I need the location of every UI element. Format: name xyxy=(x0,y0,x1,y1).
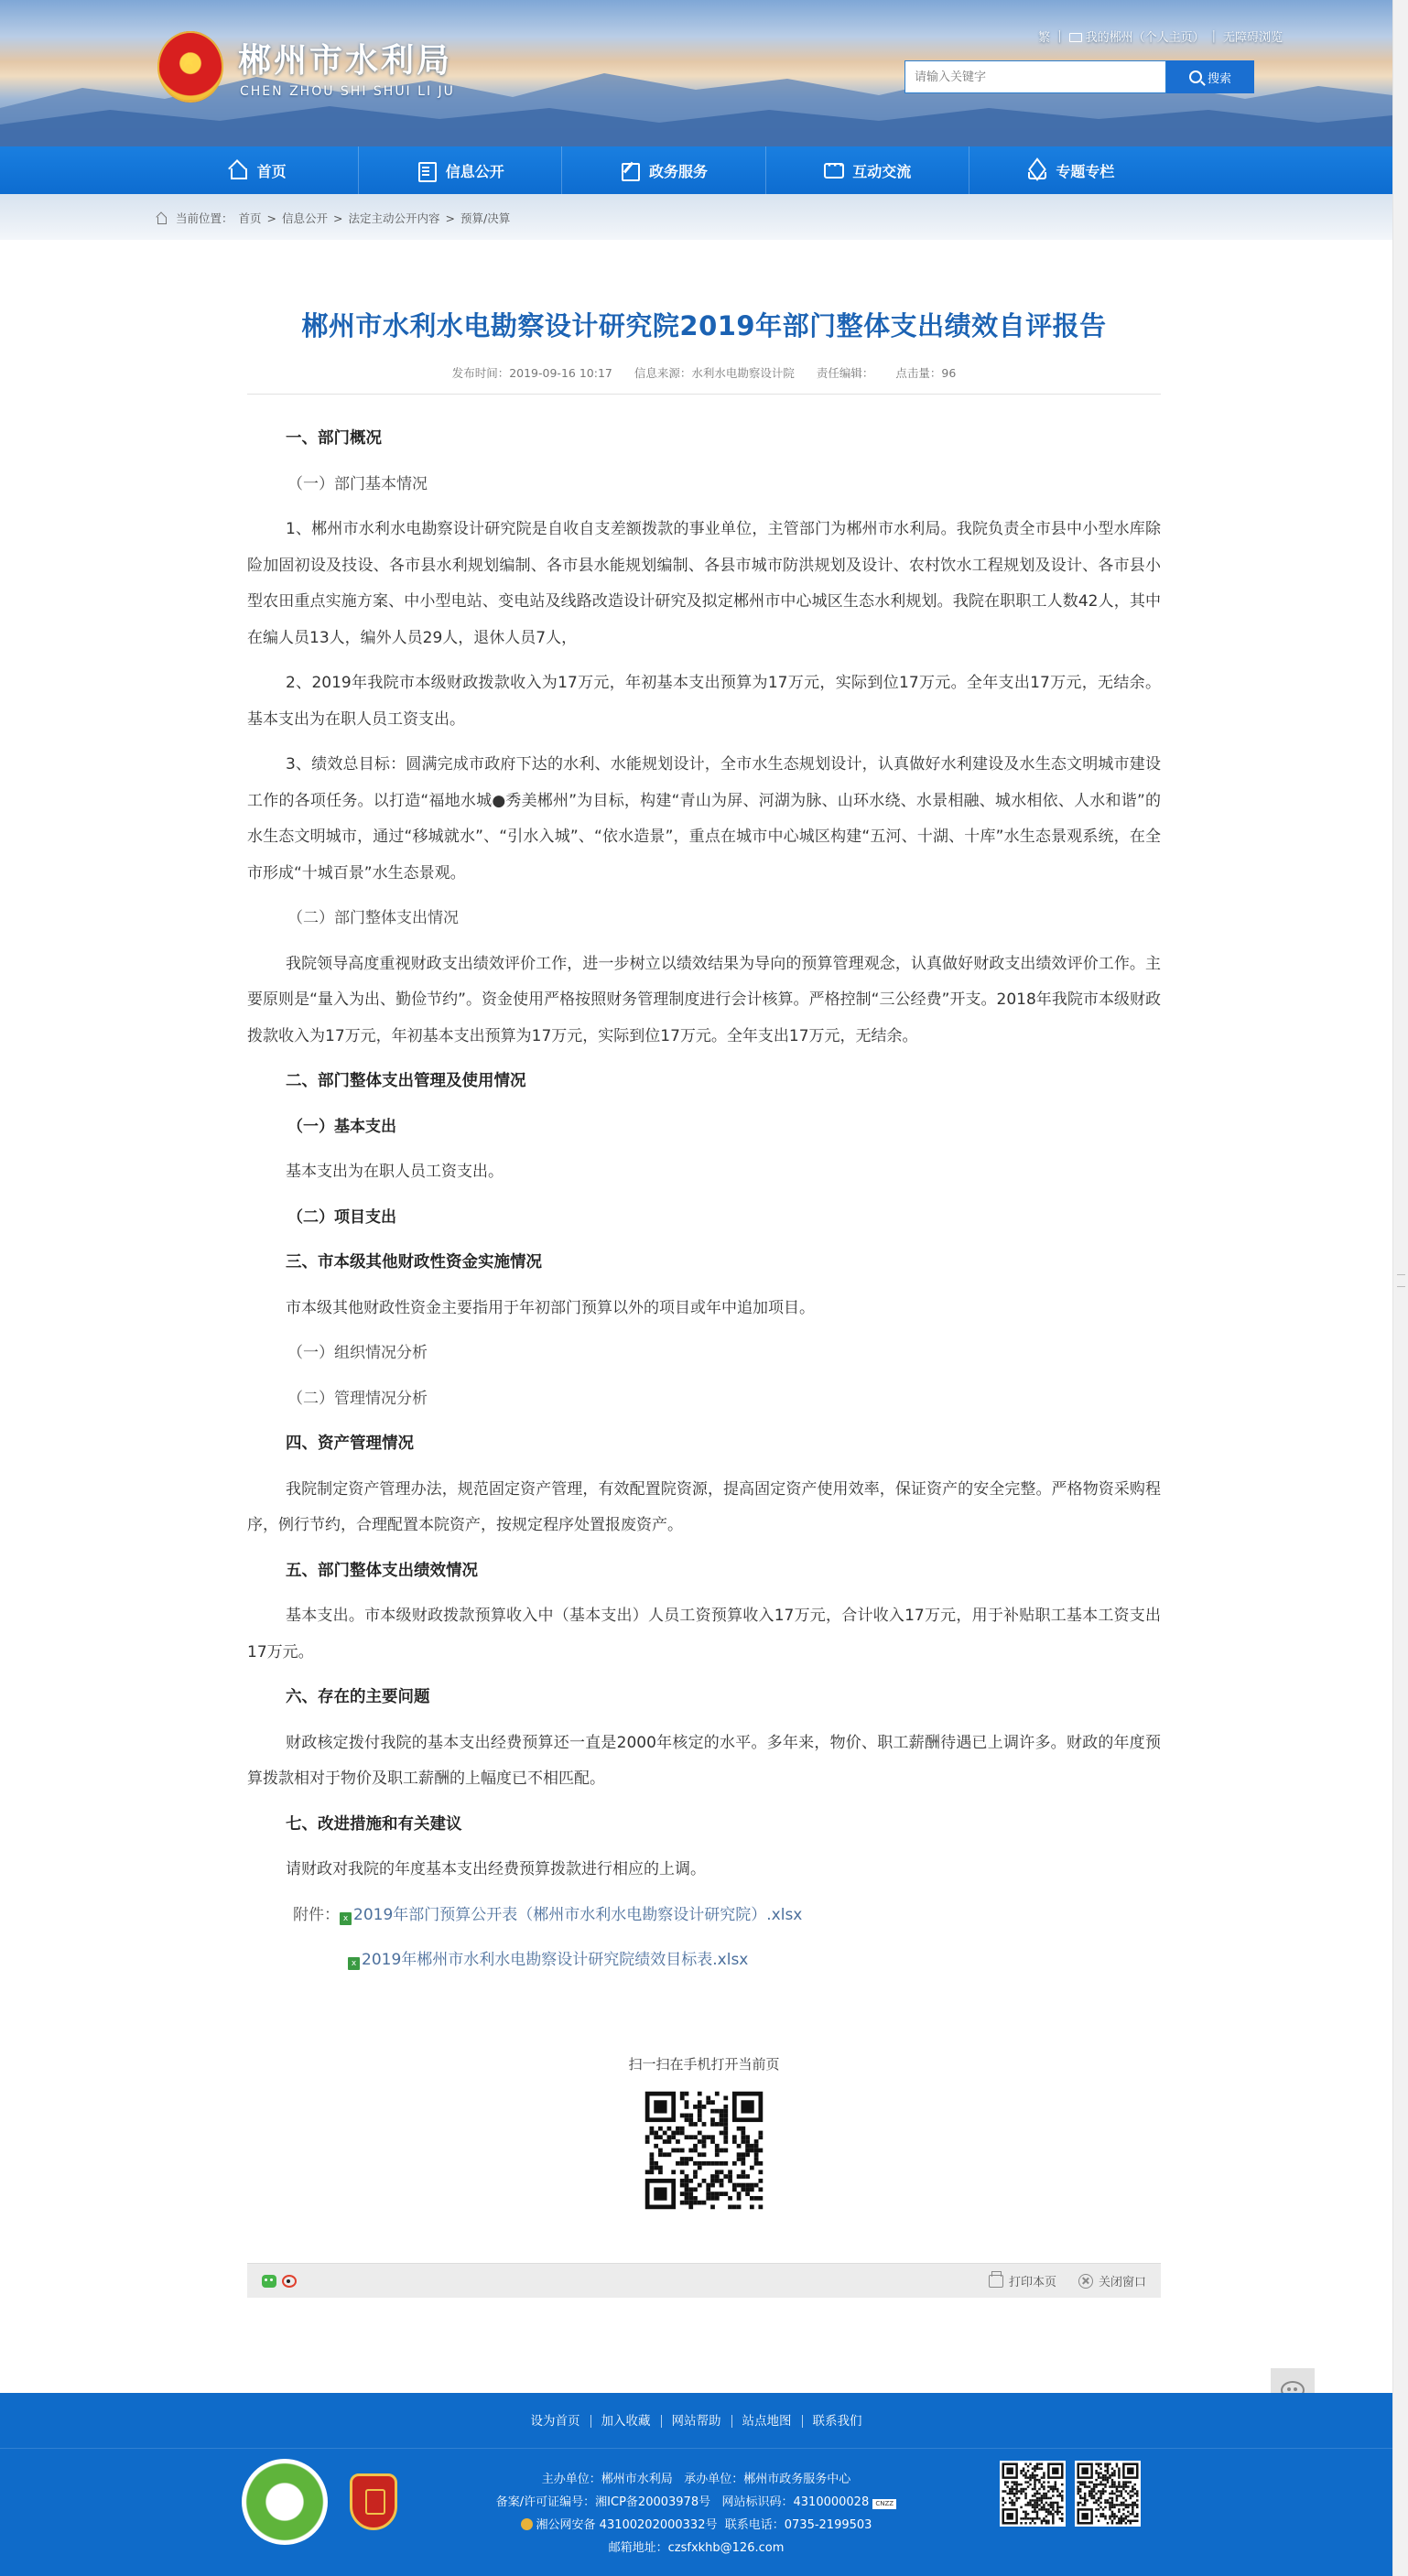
nav-item-special-topics[interactable] xyxy=(969,146,1172,194)
paragraph: 基本支出为在职人员工资支出。 xyxy=(286,1163,504,1181)
organizer-text: 承办单位：郴州市政务服务中心 xyxy=(684,2473,851,2486)
tool-links xyxy=(989,2272,1146,2289)
article-meta xyxy=(247,364,1161,381)
breadcrumb-separator: > xyxy=(266,211,277,225)
section-heading: 三、市本级其他财政性资金实施情况 xyxy=(286,1253,542,1272)
paragraph: 2、2019年我院市本级财政拨款收入为17万元，年初基本支出预算为17万元，实际到位17万元。全年支出17万元，无结余。基本支出为在职人员工资支出。 xyxy=(247,674,1161,729)
attachment-row xyxy=(247,1943,1161,1979)
section-heading: 五、部门整体支出绩效情况 xyxy=(286,1561,478,1580)
home-icon xyxy=(156,213,167,223)
email-text: 邮箱地址：czsfxkhb@126.com xyxy=(608,2541,785,2555)
article-title: 郴州市水利水电勘察设计研究院2019年部门整体支出绩效自评报告 xyxy=(301,310,1107,341)
site-code: 网站标识码：4310000028 xyxy=(721,2495,870,2509)
sponsor-text: 主办单位：郴州市水利局 xyxy=(541,2473,673,2486)
search-button[interactable] xyxy=(1166,60,1254,93)
edit-icon xyxy=(620,161,640,179)
nav-item-interaction[interactable] xyxy=(766,146,969,194)
paragraph: 1、郴州市水利水电勘察设计研究院是自收自支差额拨款的事业单位，主管部门为郴州市水利局。我院负责全市县中小型水库除险加固初设及技设、各市县水利规划编制、各市县水能规划编制、各县市城市防洪规划及设计、农村饮水工程规划及设计、各市县小型农田重点实施方案、中小型电站、变电站及线路改造设计研究及拟定郴州市中心城区生态水利规划。我院在职职工人数42人，其中在编人员13人，编外人员29人，退休人员7人， xyxy=(247,520,1161,647)
paragraph: 市本级其他财政性资金主要指用于年初部门预算以外的项目或年中追加项目。 xyxy=(286,1298,815,1317)
paragraph: 基本支出。市本级财政拨款预算收入中（基本支出）人员工资预算收入17万元，合计收入17万元，用于补贴职工基本工资支出17万元。 xyxy=(247,1607,1161,1661)
paragraph: 3、绩效总目标：圆满完成市政府下达的水利、水能规划设计，全市水生态规划设计，认真做好水利建设及水生态文明城市建设工作的各项任务。以打造“福地水城●秀美郴州”为目标，构建“青山为屏、河湖为脉、山环水绕、水景相融、城水相依、人水和谐”的水生态文明城市，通过“移城就水”、“引水入城”、“依水造景”，重点在城市中心城区构建“五河、十湖、十库”水生态景观系统，在全市形成“十城百景”水生态景观。 xyxy=(247,755,1161,882)
my-portal-label: 我的郴州（个人主页） xyxy=(1085,31,1205,45)
attachment-row xyxy=(247,1898,1161,1934)
section-heading: （二）管理情况分析 xyxy=(287,1389,428,1408)
traditional-chinese-link[interactable]: 繁 xyxy=(1038,31,1051,45)
wechat-share-icon[interactable] xyxy=(262,2275,276,2288)
footer-links xyxy=(0,2415,1392,2428)
footer-qr-code xyxy=(1075,2461,1141,2527)
section-heading: （二）项目支出 xyxy=(287,1207,396,1227)
police-record-link[interactable]: 湘公网安备 43100202000332号 xyxy=(536,2518,718,2532)
close-label: 关闭窗口 xyxy=(1098,2276,1146,2289)
footer-link-contact[interactable]: 联系我们 xyxy=(812,2414,862,2429)
breadcrumb-item-info[interactable]: 信息公开 xyxy=(282,211,329,225)
my-portal-link[interactable] xyxy=(1069,27,1205,45)
weibo-share-icon[interactable] xyxy=(282,2275,297,2288)
footer-row-icp xyxy=(0,2491,1392,2514)
icp-link[interactable]: 湘ICP备20003978号 xyxy=(595,2495,711,2509)
footer-link-set-home[interactable]: 设为首页 xyxy=(521,2415,591,2428)
nav-item-info-disclosure[interactable] xyxy=(359,146,562,194)
section-heading: 二、部门整体支出管理及使用情况 xyxy=(286,1072,526,1090)
nav-item-label: 专题专栏 xyxy=(1056,162,1115,180)
breadcrumb-item-budget[interactable]: 预算/决算 xyxy=(460,211,511,225)
national-emblem-logo[interactable]: ★ xyxy=(157,31,223,103)
scrollbar-thumb[interactable] xyxy=(1397,1274,1405,1287)
site-title[interactable]: 郴州市水利局 xyxy=(238,41,453,80)
section-heading: （一）部门基本情况 xyxy=(287,474,428,493)
section-heading: 四、资产管理情况 xyxy=(286,1434,414,1453)
article-body xyxy=(247,412,1161,1979)
share-icons xyxy=(262,2275,297,2288)
breadcrumb xyxy=(156,210,510,226)
search-input[interactable] xyxy=(904,60,1166,93)
footer-info xyxy=(0,2468,1392,2560)
nav-item-gov-services[interactable] xyxy=(562,146,765,194)
paragraph: 我院领导高度重视财政支出绩效评价工作，进一步树立以绩效结果为导向的预算管理观念，认真做好财政支出绩效评价工作。主要原则是“量入为出、勤俭节约”。资金使用严格按照财务管理制度进行会计核算。严格控制“三公经费”开支。2018年我院市本级财政拨款收入为17万元，年初基本支出预算为17万元，实际到位17万元。全年支出17万元，无结余。 xyxy=(247,954,1161,1045)
breadcrumb-item-home[interactable]: 首页 xyxy=(238,211,262,225)
print-label: 打印本页 xyxy=(1008,2276,1056,2289)
print-button[interactable] xyxy=(989,2272,1056,2289)
excel-file-icon: x xyxy=(348,1957,360,1970)
section-heading: 六、存在的主要问题 xyxy=(286,1688,430,1706)
site-footer xyxy=(0,2393,1392,2576)
paragraph: 请财政对我院的年度基本支出经费预算拨款进行相应的上调。 xyxy=(286,1860,706,1878)
footer-link-bookmark[interactable]: 加入收藏 xyxy=(591,2415,662,2428)
icp-label: 备案/许可证编号： xyxy=(495,2495,596,2509)
accessibility-link[interactable]: 无障碍浏览 xyxy=(1222,31,1283,45)
footer-row-email xyxy=(0,2537,1392,2560)
layers-icon xyxy=(1026,161,1046,179)
separator: | xyxy=(1057,29,1062,43)
breadcrumb-item-statutory[interactable]: 法定主动公开内容 xyxy=(348,211,440,225)
divider xyxy=(247,394,1161,395)
printer-icon xyxy=(989,2275,1003,2288)
attachment-link-performance-table[interactable]: 2019年郴州市水利水电勘察设计研究院绩效目标表.xlsx xyxy=(362,1951,749,1969)
editor: 责任编辑： xyxy=(816,366,874,380)
page-qr-code xyxy=(641,2087,767,2213)
footer-row-police xyxy=(0,2514,1392,2537)
nav-item-home[interactable] xyxy=(156,146,359,194)
nav-item-label: 信息公开 xyxy=(445,162,504,180)
home-icon xyxy=(228,161,248,179)
chat-icon xyxy=(823,161,843,179)
monitor-icon xyxy=(1069,33,1082,42)
footer-qr-code xyxy=(1000,2461,1066,2527)
publish-time: 发布时间：2019-09-16 10:17 xyxy=(451,366,612,380)
search-box xyxy=(904,60,1254,93)
close-window-button[interactable] xyxy=(1078,2272,1146,2289)
breadcrumb-prefix: 当前位置： xyxy=(176,211,233,225)
close-icon xyxy=(1078,2274,1093,2289)
section-heading: 七、改进措施和有关建议 xyxy=(286,1814,462,1834)
divider xyxy=(0,2448,1392,2449)
section-heading: （二）部门整体支出情况 xyxy=(287,909,459,927)
nav-item-label: 政务服务 xyxy=(649,162,709,180)
section-heading: 一、部门概况 xyxy=(286,429,382,448)
footer-row-sponsor xyxy=(0,2468,1392,2491)
info-source: 信息来源：水利水电勘察设计院 xyxy=(634,366,795,380)
search-button-label: 搜索 xyxy=(1207,71,1231,86)
police-badge-icon xyxy=(521,2518,533,2530)
main-nav xyxy=(0,146,1392,194)
click-count: 点击量：96 xyxy=(895,366,957,380)
nav-item-label: 互动交流 xyxy=(852,162,912,180)
section-heading: （一）基本支出 xyxy=(287,1117,396,1136)
nav-item-label: 首页 xyxy=(256,162,287,180)
site-header xyxy=(0,0,1392,146)
search-icon xyxy=(1189,70,1202,83)
article-toolbar xyxy=(247,2263,1161,2298)
site-subtitle: CHEN ZHOU SHI SHUI LI JU xyxy=(240,84,455,99)
scrollbar[interactable] xyxy=(1392,0,1408,2576)
document-icon xyxy=(417,161,437,179)
breadcrumb-separator: > xyxy=(333,211,343,225)
attachment-label: 附件： xyxy=(293,1905,340,1924)
cnzz-stats-icon[interactable]: CNZZ xyxy=(872,2499,896,2509)
footer-link-help[interactable]: 网站帮助 xyxy=(662,2415,732,2428)
phone-text: 联系电话：0735-2199503 xyxy=(724,2518,872,2532)
separator: | xyxy=(1211,29,1216,43)
qr-label: 扫一扫在手机打开当前页 xyxy=(628,2056,780,2073)
paragraph: 财政核定拨付我院的基本支出经费预算还一直是2000年核定的水平。多年来，物价、职工薪酬待遇已上调许多。财政的年度预算拨款相对于物价及职工薪酬的上幅度已不相匹配。 xyxy=(247,1733,1161,1788)
section-heading: （一）组织情况分析 xyxy=(287,1344,428,1362)
top-links xyxy=(1038,27,1283,45)
paragraph: 我院制定资产管理办法，规范固定资产管理，有效配置院资源，提高固定资产使用效率，保证资产的安全完整。严格物资采购程序，例行节约，合理配置本院资产，按规定程序处置报废资产。 xyxy=(247,1479,1161,1534)
footer-link-sitemap[interactable]: 站点地图 xyxy=(732,2415,803,2428)
attachment-link-budget-table[interactable]: 2019年部门预算公开表（郴州市水利水电勘察设计研究院）.xlsx xyxy=(353,1905,803,1924)
breadcrumb-separator: > xyxy=(445,211,456,225)
excel-file-icon: x xyxy=(340,1912,352,1925)
